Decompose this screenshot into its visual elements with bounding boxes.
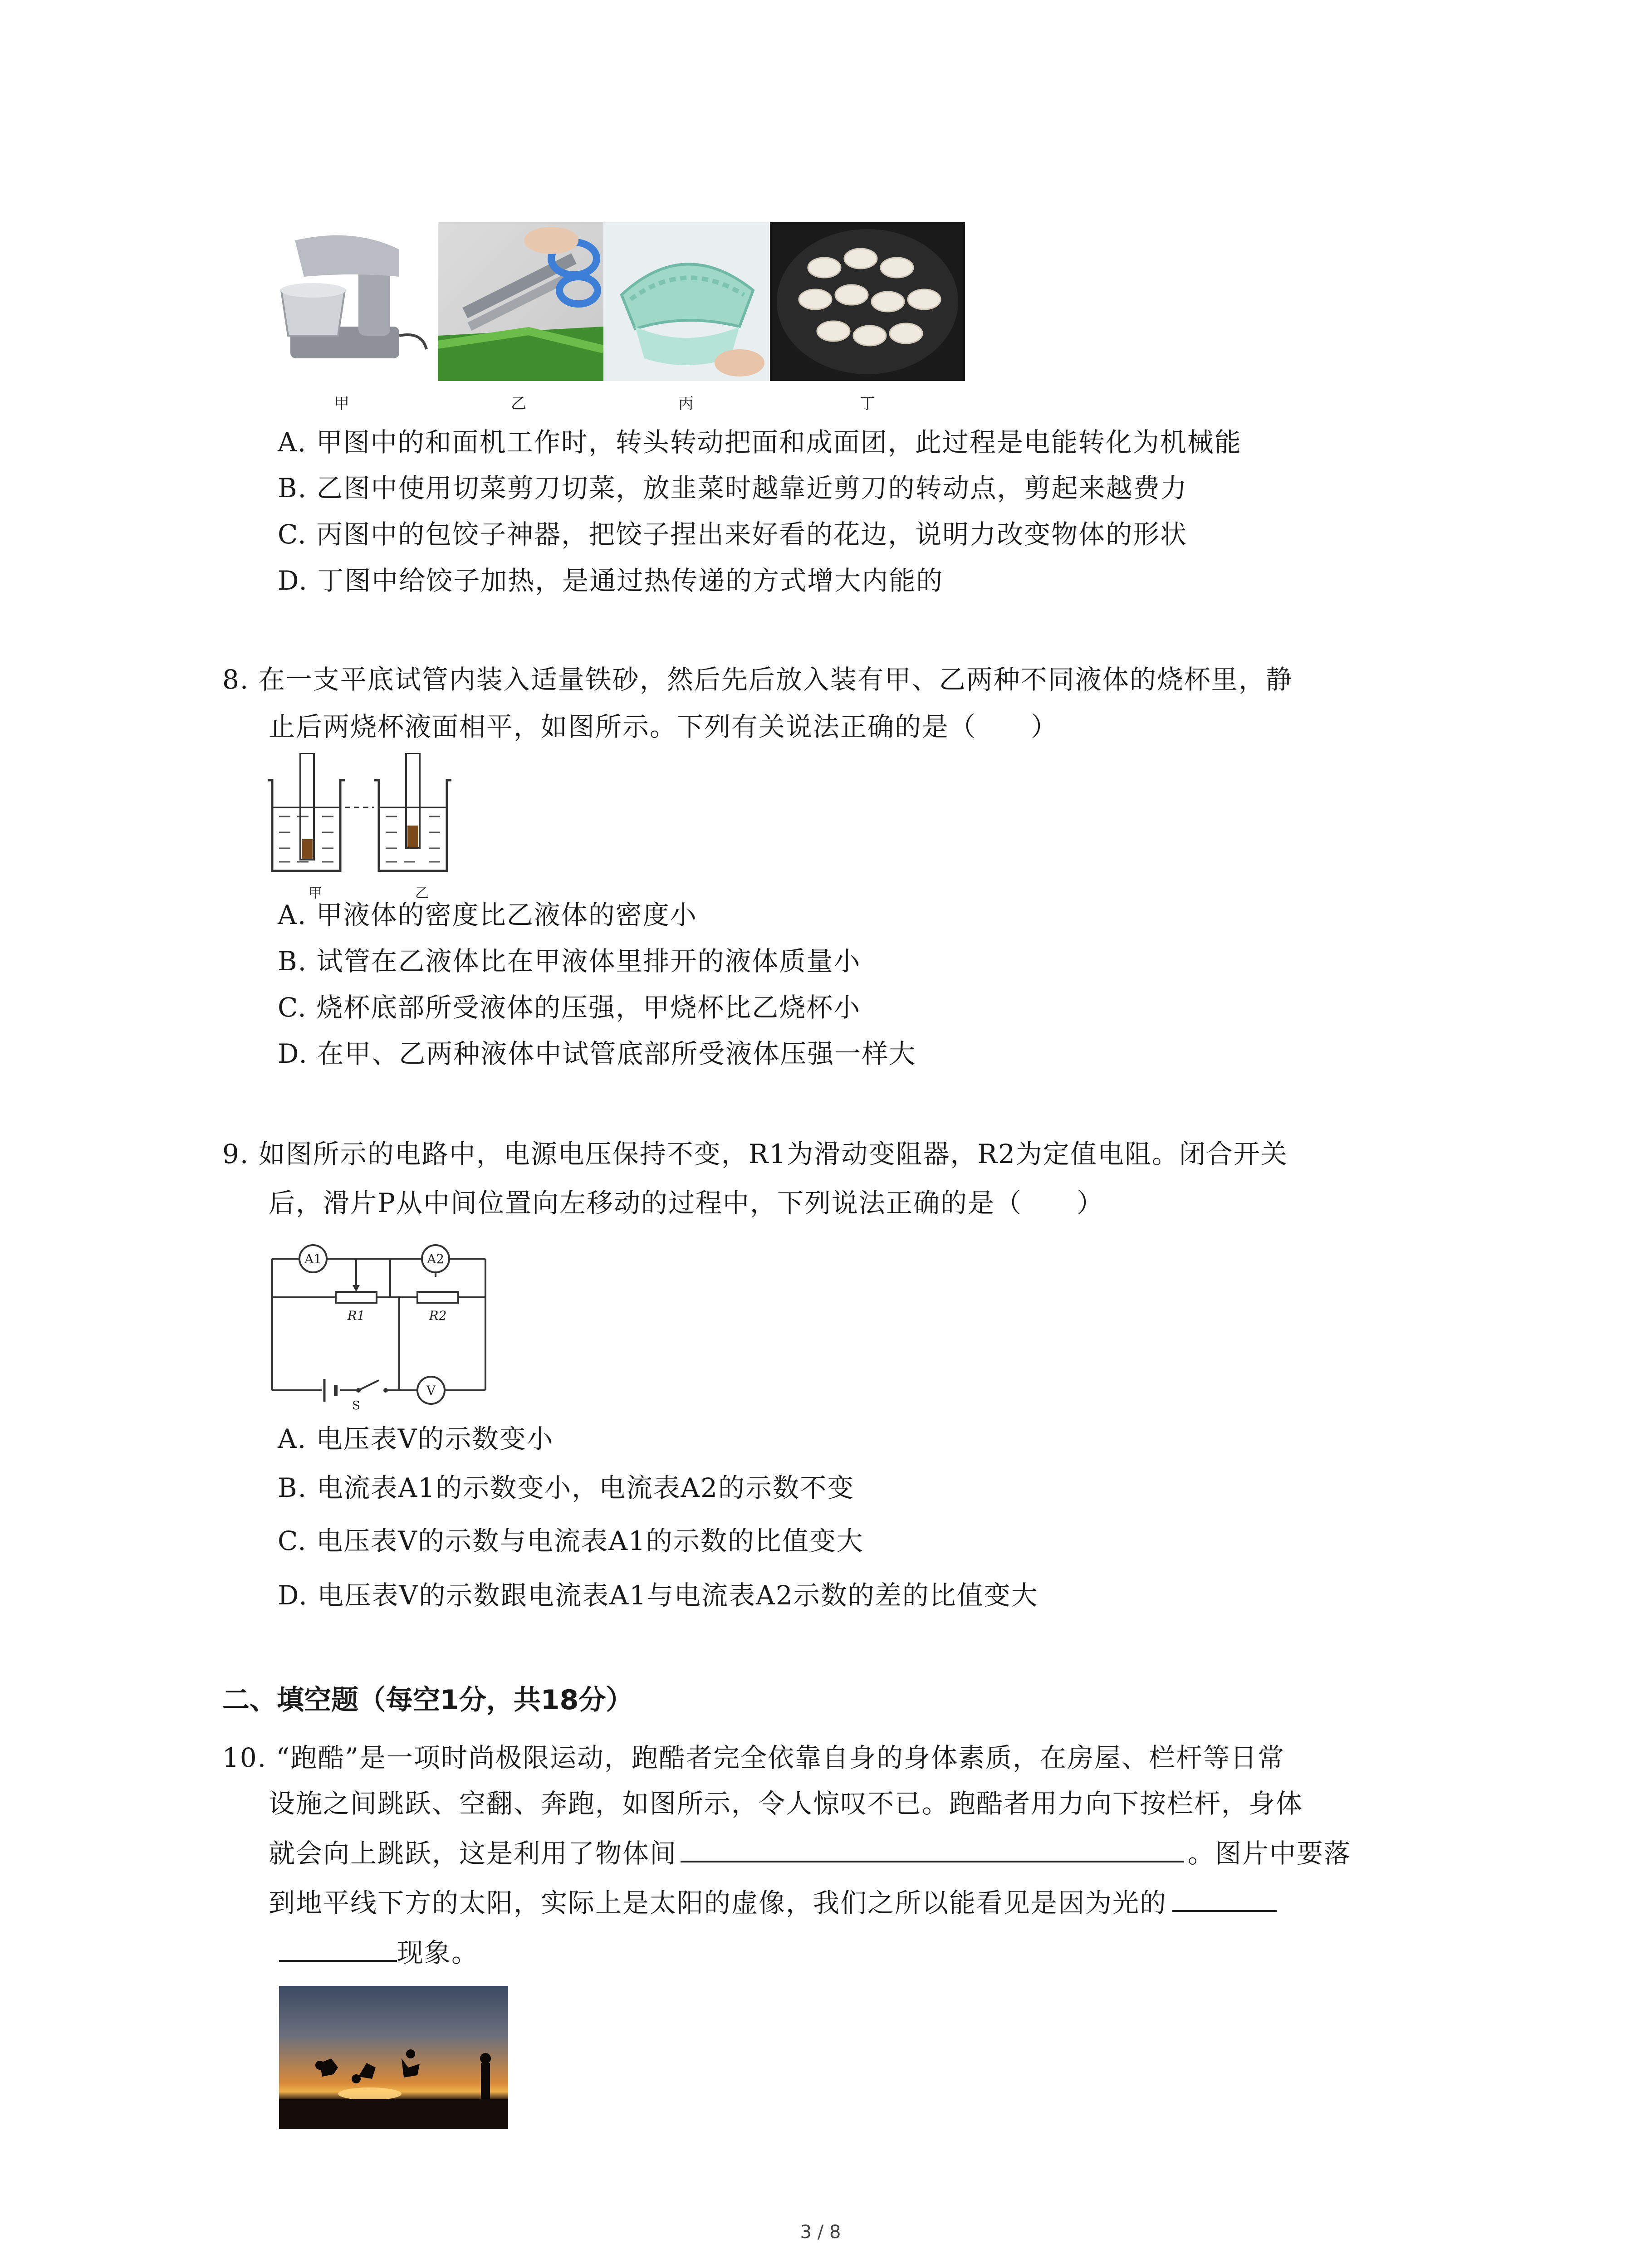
q8-option-a: A. 甲液体的密度比乙液体的密度小: [278, 899, 697, 930]
answer-blank-2-continued[interactable]: [279, 1935, 397, 1962]
q9-stem-line1: 9. 如图所示的电路中，电源电压保持不变，R1为滑动变阻器，R2为定值电阻。闭合开关: [222, 1139, 1288, 1169]
section-title: 二、填空题（每空1分，共18分）: [222, 1684, 633, 1716]
circuit-diagram: [268, 1241, 495, 1413]
switch-label: S: [352, 1399, 360, 1413]
caption-yi: 乙: [511, 395, 526, 413]
q10-line4-text: 到地平线下方的太阳，实际上是太阳的虚像，我们之所以能看见是因为光的: [269, 1887, 1167, 1918]
q8-option-d: D. 在甲、乙两种液体中试管底部所受液体压强一样大: [278, 1038, 916, 1069]
q9-option-a: A. 电压表V的示数变小: [278, 1423, 554, 1454]
q10-stem-line3: [269, 1835, 1351, 1872]
beakers-diagram: [259, 753, 467, 885]
caption-bing: 丙: [678, 395, 694, 413]
q8-stem-line1: 8. 在一支平底试管内装入适量铁砂，然后先后放入装有甲、乙两种不同液体的烧杯里，静: [222, 664, 1293, 695]
page-number: 3 / 8: [800, 2222, 841, 2243]
r1-label: R1: [347, 1308, 365, 1323]
q10-stem-line4: [269, 1885, 1277, 1921]
answer-blank-2[interactable]: [1172, 1885, 1277, 1912]
q10-stem-line1: 10. “跑酷”是一项时尚极限运动，跑酷者完全依靠自身的身体素质，在房屋、栏杆等日常: [222, 1742, 1285, 1773]
r2-label: R2: [429, 1308, 447, 1323]
q10-line5-text: 现象。: [397, 1937, 479, 1968]
caption-beaker-yi: 乙: [415, 885, 429, 901]
q9-option-d: D. 电压表V的示数跟电流表A1与电流表A2示数的差的比值变大: [278, 1580, 1038, 1611]
q9-stem-line2: 后，滑片P从中间位置向左移动的过程中，下列说法正确的是（ ）: [269, 1188, 1104, 1218]
parkour-sunset-photo: [279, 1986, 508, 2129]
voltmeter-label: V: [426, 1383, 436, 1398]
q8-stem-line2: 止后两烧杯液面相平，如图所示。下列有关说法正确的是（ ）: [269, 711, 1058, 742]
q7-option-d: D. 丁图中给饺子加热，是通过热传递的方式增大内能的: [278, 565, 944, 596]
q8-option-b: B. 试管在乙液体比在甲液体里排开的液体质量小: [278, 946, 861, 977]
caption-ding: 丁: [860, 395, 875, 413]
q7-option-c: C. 丙图中的包饺子神器，把饺子捏出来好看的花边，说明力改变物体的形状: [278, 519, 1188, 550]
ammeter-a1-label: A1: [304, 1251, 322, 1266]
q9-option-c: C. 电压表V的示数与电流表A1的示数的比值变大: [278, 1525, 864, 1556]
q10-stem-line5: [279, 1935, 479, 1971]
caption-beaker-jia: 甲: [309, 885, 322, 901]
q8-option-c: C. 烧杯底部所受液体的压强，甲烧杯比乙烧杯小: [278, 992, 861, 1023]
scissors-photo: [438, 222, 603, 381]
q7-option-a: A. 甲图中的和面机工作时，转头转动把面和成面团，此过程是电能转化为机械能: [278, 427, 1242, 458]
mixer-photo: [263, 222, 436, 381]
caption-jia: 甲: [334, 395, 349, 413]
q10-line3-part1: 就会向上跳跃，这是利用了物体间: [269, 1838, 677, 1869]
q7-option-b: B. 乙图中使用切菜剪刀切菜，放韭菜时越靠近剪刀的转动点，剪起来越费力: [278, 473, 1188, 503]
frying-pan-photo: [770, 222, 965, 381]
ammeter-a2-label: A2: [426, 1251, 445, 1266]
dumpling-maker-photo: [603, 222, 769, 381]
answer-blank-1[interactable]: [681, 1835, 1184, 1862]
q9-option-b: B. 电流表A1的示数变小，电流表A2的示数不变: [278, 1472, 855, 1503]
q10-stem-line2: 设施之间跳跃、空翻、奔跑，如图所示，令人惊叹不已。跑酷者用力向下按栏杆，身体: [269, 1788, 1303, 1819]
q10-line3-part2: 。图片中要落: [1188, 1838, 1352, 1869]
